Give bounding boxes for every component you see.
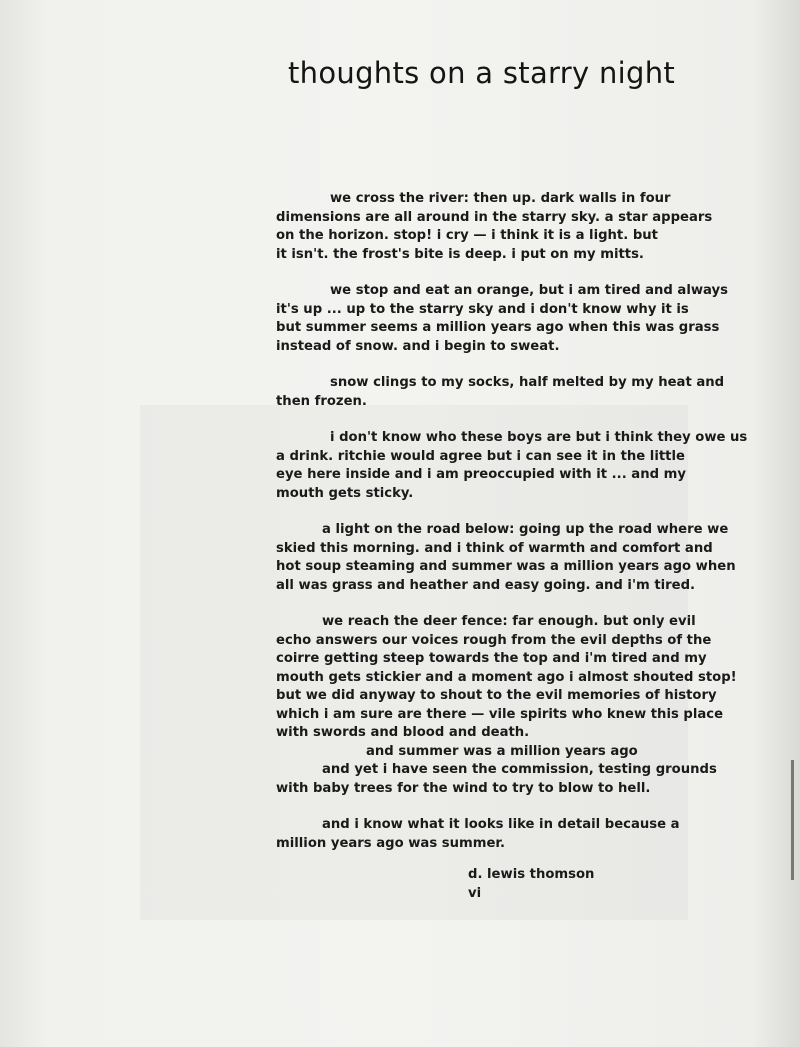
poem-line: snow clings to my socks, half melted by my heat and [330,375,725,390]
poem-line: a drink. ritchie would agree but i can see it in the little [276,448,685,464]
poem-line: a light on the road below: going up the road where we [322,522,729,537]
poem-line: on the horizon. stop! i cry — i think it is a light. but [276,228,658,243]
poem-line: but we did anyway to shout to the evil memories of history [276,688,717,703]
page-edge-mark [791,760,794,880]
poem-line: then frozen. [276,393,367,409]
stanza-5 [276,521,746,595]
poem-line: with baby trees for the wind to try to blow to hell. [276,780,651,796]
poem-line: with swords and blood and death. [276,725,530,740]
author-name: d. lewis thomson [468,867,595,882]
poem-line: we reach the deer fence: far enough. but only evil [322,614,696,629]
poem-line-summer: and summer was a million years ago [366,743,638,759]
stanza-8 [276,816,746,853]
poem-line: million years ago was summer. [276,835,506,851]
page-title: thoughts on a starry night [288,56,676,90]
poem-line: it's up ... up to the starry sky and i don't know why it is [276,301,689,317]
poem-line: hot soup steaming and summer was a million years ago when [276,559,736,574]
poem-line: we stop and eat an orange, but i am tired and always [330,283,728,298]
signature [468,866,594,903]
poem-line: and i know what it looks like in detail because a [322,817,680,832]
poem-line: which i am sure are there — vile spirits who knew this place [276,706,724,722]
poem-line: but summer seems a million years ago when this was grass [276,320,720,335]
stanza-1 [276,190,746,264]
author-class: vi [468,885,482,901]
poem-line: coirre getting steep towards the top and i'm tired and my [276,651,707,666]
stanza-6 [276,613,746,761]
poem-line: mouth gets stickier and a moment ago i almost shouted stop! [276,669,737,685]
stanza-4 [276,429,746,503]
poem-line: and yet i have seen the commission, testing grounds [322,762,717,777]
poem-line: mouth gets sticky. [276,485,414,501]
poem-line: dimensions are all around in the starry sky. a star appears [276,209,713,225]
poem-line: instead of snow. and i begin to sweat. [276,338,560,354]
poem-body [276,190,746,871]
stanza-3 [276,374,746,411]
poem-line: skied this morning. and i think of warmth and comfort and [276,540,713,556]
poem-line: we cross the river: then up. dark walls in four [330,191,671,206]
poem-line: echo answers our voices rough from the evil depths of the [276,632,712,648]
stanza-2 [276,282,746,356]
poem-line: i don't know who these boys are but i think they owe us [330,430,748,445]
poem-line: eye here inside and i am preoccupied with it ... and my [276,467,686,482]
stanza-7 [276,761,746,798]
poem-line: all was grass and heather and easy going. and i'm tired. [276,577,696,593]
poem-line: it isn't. the frost's bite is deep. i put on my mitts. [276,246,644,262]
